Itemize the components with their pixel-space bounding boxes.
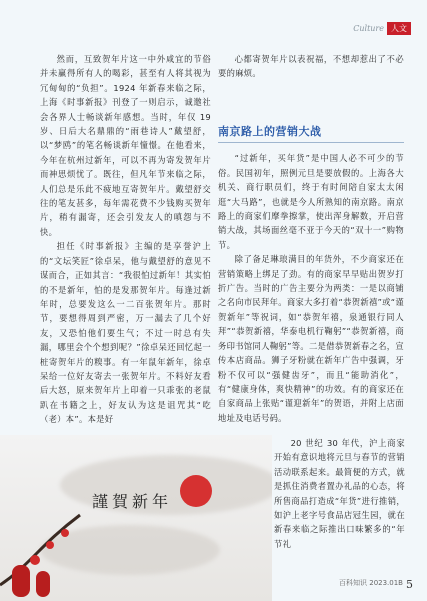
new-year-illustration	[0, 435, 272, 601]
page-header	[353, 22, 411, 35]
section-label-cn: 人文	[387, 22, 411, 35]
right-column-section	[218, 125, 404, 425]
paragraph: 心都寄贺年片以表祝福，不想却惹出了不必要的麻烦。	[218, 54, 404, 79]
lantern-icon	[12, 565, 30, 597]
divider	[218, 142, 404, 143]
section-label-en: Culture	[353, 24, 384, 33]
right-column-top	[218, 52, 404, 81]
paragraph: 20 世纪 30 年代，沪上商家开始有意识地将元旦与春节的营销活动联系起来。最简便的方式，就是抓住消费者置办礼品的心态，将所售商品打造成“年货”进行推销，如沪上老字号食品店冠生园，就在新春来临之际推出口味繁多的“年节礼	[274, 438, 405, 549]
section-heading: 南京路上的营销大战	[218, 125, 322, 138]
page-number: 5	[406, 578, 413, 591]
red-sun	[180, 475, 212, 507]
lantern-icon	[36, 571, 50, 597]
paragraph: 担任《时事新报》主编的是享誉沪上的“文坛笑匠”徐卓呆，他与戴望舒的意见不谋而合，正如其言：“我很怕过新年！其实怕的不是新年，怕的是发那贺年片。每逢过新年时，总要发这么一二百张贺年片。那时节，要想得周到严密，万一漏去了几个好友，又恐怕他们要生气；不过一时总有失漏，哪里会个个想到呢？”徐卓呆还回忆起一桩寄贺年片的糗事。有一年鼠年新年，徐卓呆给一位好友寄去一张贺年片。不料好友看后大怒，原来贺年片上印着一只乖张的老鼠趴在书籍之上，好友认为这是诅咒其“吃（老）本”。本是好	[40, 241, 211, 425]
left-column	[40, 52, 211, 427]
right-column-bottom	[274, 436, 405, 551]
illustration-text: 謹賀新年	[92, 492, 173, 511]
paragraph: 然而，互致贺年片这一中外咸宜的节俗并未赢得所有人的喝彩，甚至有人将其视为冗甸甸的“负担”。1924 年新春来临之际，上海《时事新报》刊登了一则启示，诚邀社会各界人士畅谈新年感想。当时，年仅 19 岁、日后大名鼎鼎的“雨巷诗人”戴望舒，以“梦鸥”的笔名畅谈新年憧憬。在他看来，今年在杭州过新年，可以不再为寄发贺年片而神思烦忧了。既往，但凡年节来临之际，人们总是乐此不疲地互寄贺年片。戴望舒交往的笔友甚多，每年需花费不少钱购买贺年片，稍有漏寄，还会引发友人的嗔怨与不快。	[40, 54, 211, 237]
paragraph: 除了备足琳琅满目的年货外，不少商家还在营销策略上绑足了劲。有的商家早早贴出贺岁打折广告。当时的广告主要分为两类：一是以商铺之名向市民拜年。商家大多打着“恭贺新禧”或“谨贺新年”等祝词，如“恭贺年禧，泉通银行同人拜”“恭贺新禧，华泰电机行鞠躬”“恭贺新禧，商务印书馆同人鞠躬”等。二是借恭贺新春之名，宣传本店商品。狮子牙粉就在新年广告中强调，牙粉不仅可以“强健齿牙”，而且“能助消化”，有“健康身体，爽快精神”的功效。有的商家还在自家商品上张贴“谨迎新年”的贺语，并附上店面地址及电话号码。	[218, 254, 404, 423]
issue-label: 百科知识 2023.01B	[339, 579, 403, 587]
paragraph: “过新年，买年货”是中国人必不可少的节俗。民国初年，照例元旦是要放假的。上海各大机关、商行职员们，终于有时间陪自家太太闲逛“大马路”，也就是今人所熟知的南京路。南京路上的商家们摩拳擦掌，使出浑身解数，开启营销大战，其场面丝毫不亚于今天的“双十一”购物节。	[218, 153, 404, 250]
